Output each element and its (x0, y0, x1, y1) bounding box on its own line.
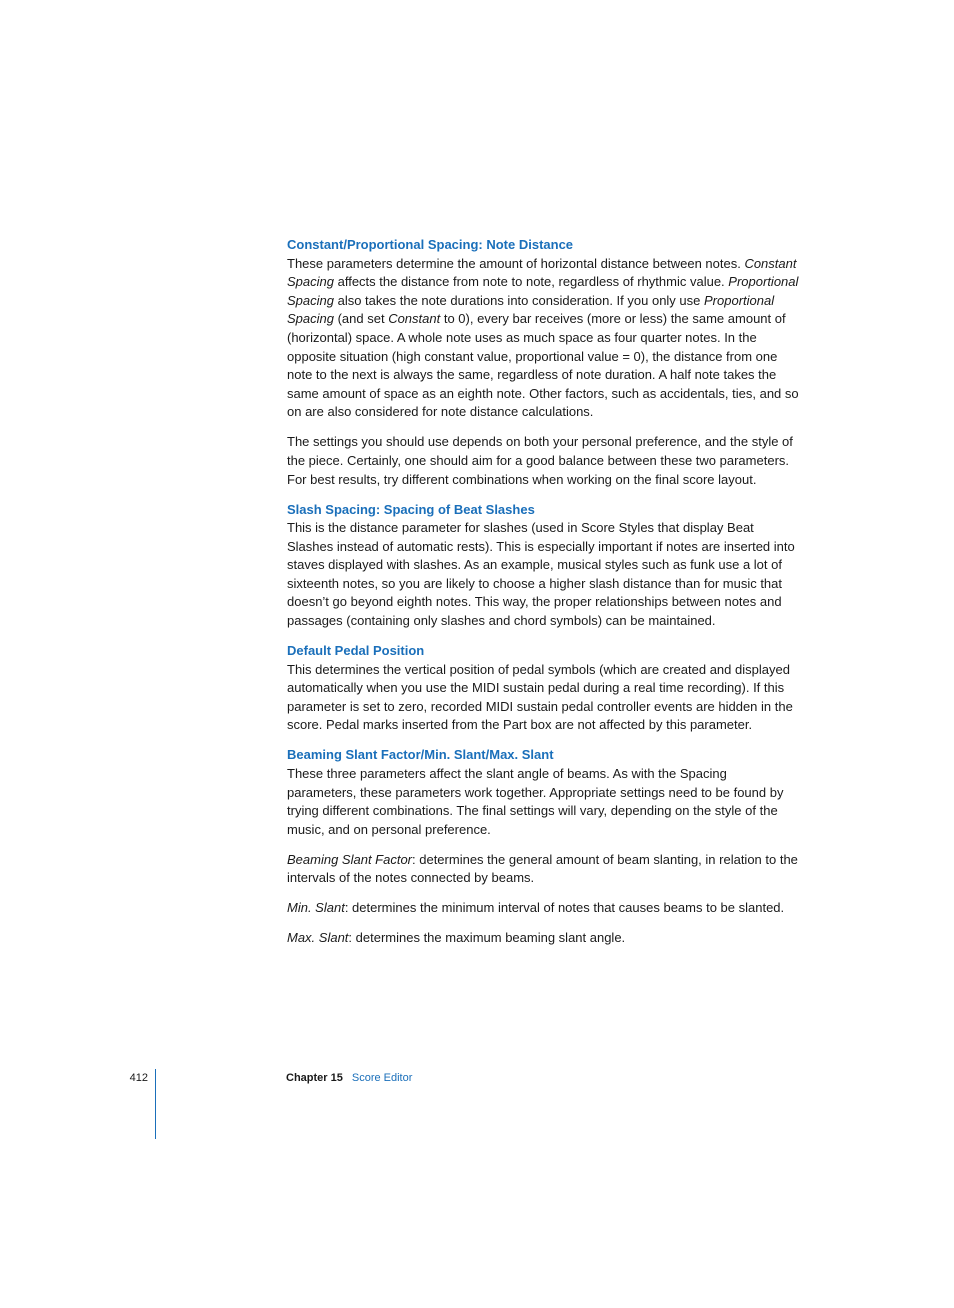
italic-term: Proportional Spacing (287, 292, 775, 327)
term-description: : determines the general amount of beam slanting, in relation to the intervals of the notes connected by beams. (287, 851, 798, 886)
term-max-slant (287, 929, 799, 948)
page-content (287, 236, 799, 959)
beaming-slant-paragraph: These three parameters affect the slant angle of beams. As with the Spacing parameters, these parameters work together. Appropriate settings need to be found by trying different combinations. The final settings will vary, depending on the style of the music, and on personal preference. (287, 766, 784, 837)
section-heading-pedal-position: Default Pedal Position (287, 643, 425, 659)
term-name: Beaming Slant Factor (287, 851, 413, 867)
term-min-slant (287, 899, 799, 918)
pedal-position-paragraph: This determines the vertical position of pedal symbols (which are created and displayed automatically when you use the MIDI sustain pedal during a real time recording). If this parameter is set to zero, recorded MIDI sustain pedal controller events are hidden in the score. Pedal marks inserted from the Part box are not affected by this parameter. (287, 661, 793, 733)
note-distance-paragraph-1 (287, 255, 799, 422)
text-run: These parameters determine the amount of horizontal distance between notes. (287, 255, 745, 271)
footer-divider (155, 1069, 156, 1139)
slash-spacing-paragraph: This is the distance parameter for slashes (used in Score Styles that display Beat Slashes instead of automatic rests). This is especially important if notes are inserted into staves displayed with slashes. As an example, musical styles such as funk use a lot of sixteenth notes, so you are likely to choose a higher slash distance than for music that doesn’t go beyond eighth notes. This way, the proper relationships between notes and passages (containing only slashes and chord symbols) can be maintained. (287, 520, 795, 629)
term-beaming-slant-factor (287, 851, 799, 888)
term-description: : determines the minimum interval of notes that causes beams to be slanted. (344, 900, 785, 916)
section-heading-note-distance: Constant/Proportional Spacing: Note Distance (287, 237, 574, 252)
page-number: 412 (129, 1072, 148, 1084)
italic-term: Proportional Spacing (287, 274, 799, 308)
text-run: (and set (333, 311, 389, 327)
term-name: Min. Slant (287, 900, 345, 916)
italic-term: Constant Spacing (287, 255, 797, 290)
note-distance-paragraph-2: The settings you should use depends on both your personal preference, and the style of the piece. Certainly, one should aim for a good balance between these two parameters. For best results, try different combinations when working on the final score layout. (287, 434, 793, 487)
section-heading-beaming-slant: Beaming Slant Factor/Min. Slant/Max. Slant (287, 747, 554, 763)
text-run: affects the distance from note to note, regardless of rhythmic value. (333, 274, 729, 290)
footer-chapter (286, 1070, 412, 1086)
italic-term: Constant (388, 311, 441, 327)
text-run: also takes the note durations into consideration. If you only use (333, 292, 704, 308)
term-name: Max. Slant (287, 930, 349, 946)
chapter-label: Chapter 15 (286, 1072, 343, 1084)
term-description: : determines the maximum beaming slant angle. (348, 930, 626, 946)
chapter-title: Score Editor (351, 1072, 413, 1084)
text-run: to 0), every bar receives (more or less) the same amount of (horizontal) space. A whole note uses as much space as four quarter notes. In the opposite situation (high constant value, proportional value = 0), the distance from one note to the next is always the same, regardless of note duration. A half note takes the same amount of space as an eighth note. Other factors, such as accidentals, ties, and so on are also considered for note distance calculations. (287, 311, 799, 420)
section-heading-slash-spacing: Slash Spacing: Spacing of Beat Slashes (287, 501, 535, 517)
